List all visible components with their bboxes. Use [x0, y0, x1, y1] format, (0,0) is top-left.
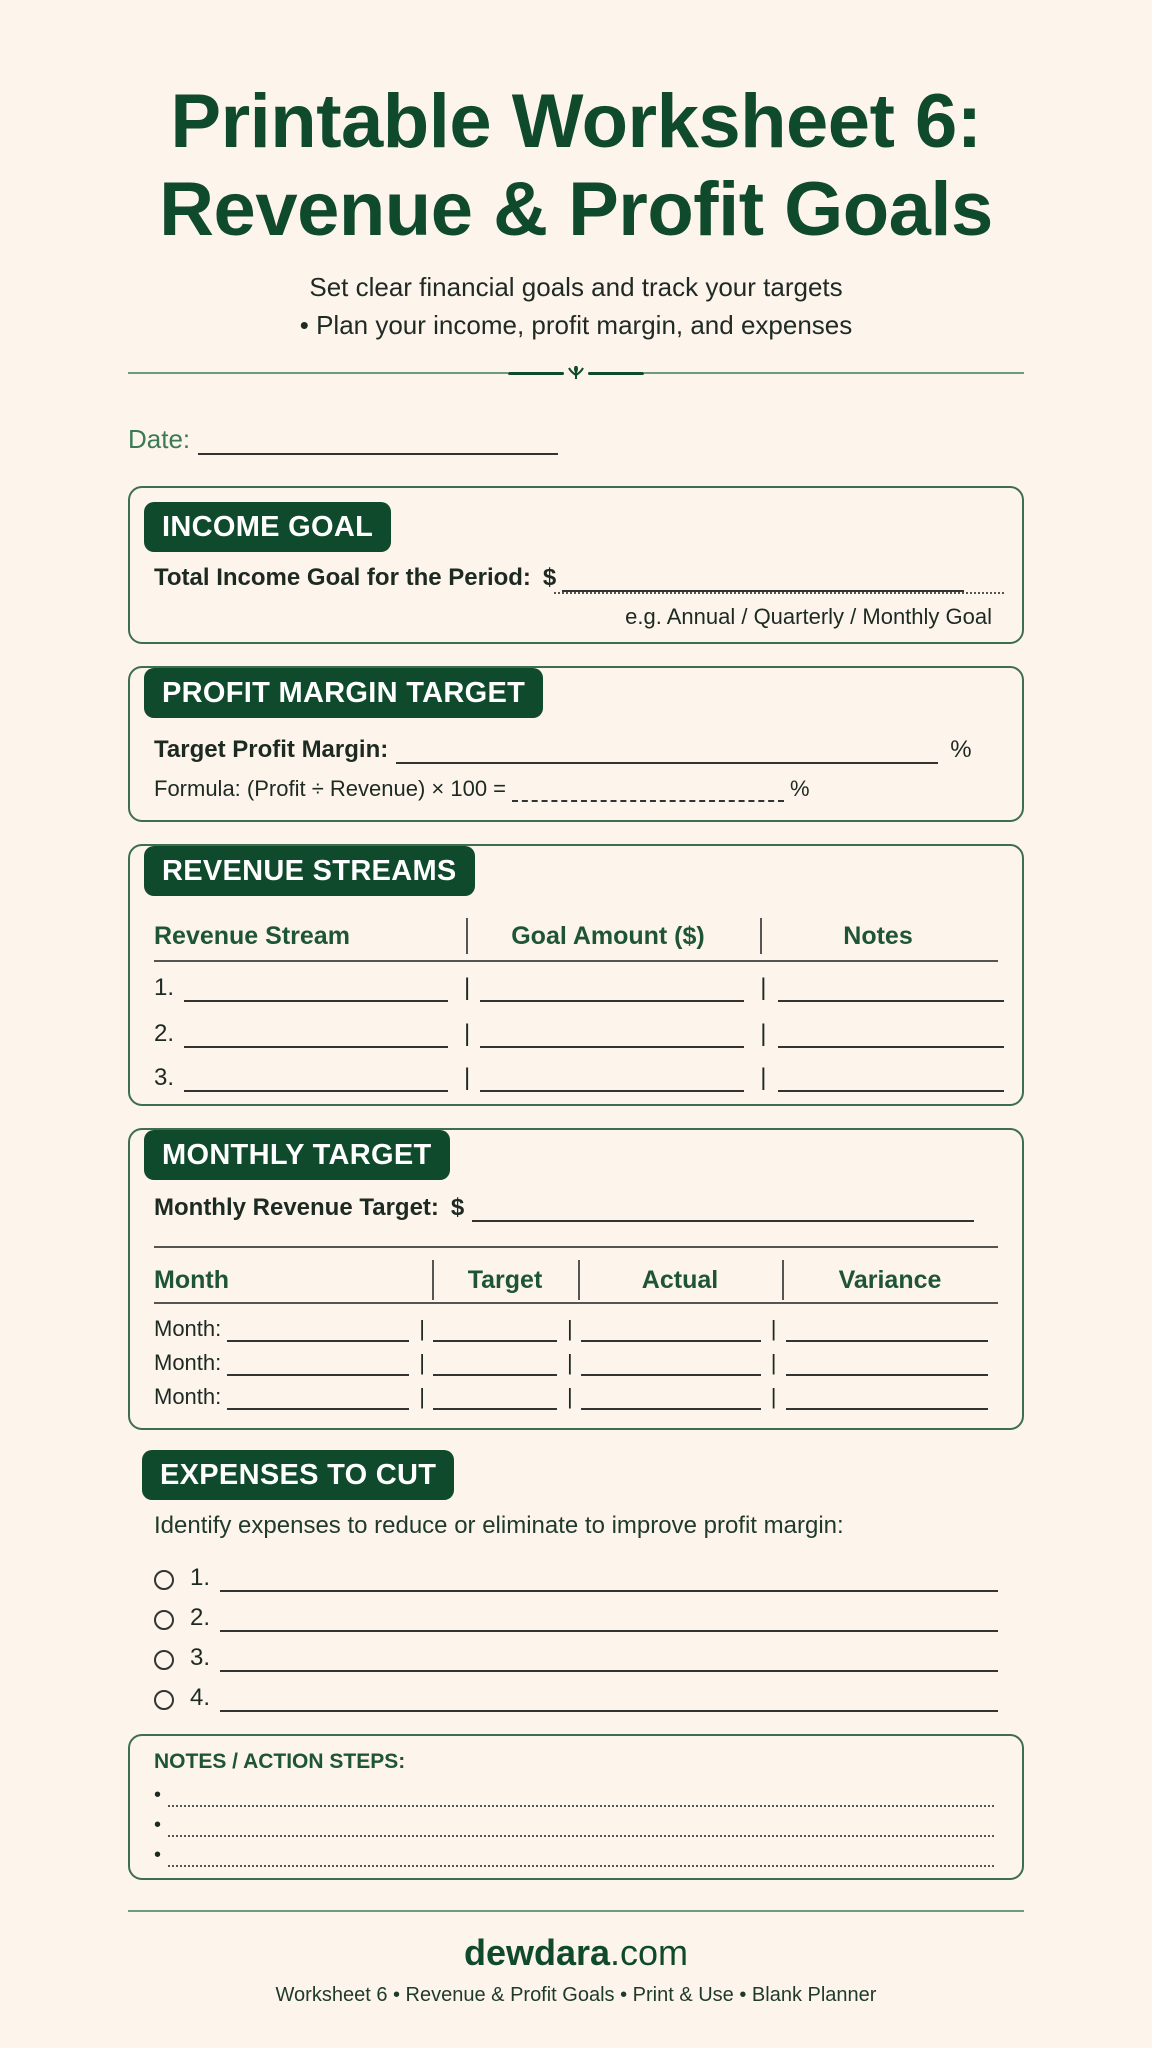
variance-blank[interactable]	[786, 1356, 988, 1376]
notes-blank[interactable]	[168, 1819, 994, 1837]
expense-item	[154, 1644, 998, 1672]
divider-ornament	[508, 370, 644, 376]
footer-divider	[128, 1910, 1024, 1912]
month-label: Month:	[154, 1316, 222, 1341]
notes-title: NOTES / ACTION STEPS:	[154, 1750, 406, 1773]
col-header-revenue-stream: Revenue Stream	[154, 922, 350, 950]
income-goal-row	[154, 564, 964, 592]
income-goal-tag: INCOME GOAL	[144, 502, 391, 552]
profit-margin-blank[interactable]	[396, 744, 938, 764]
revenue-streams-tag: REVENUE STREAMS	[144, 846, 475, 896]
checkbox-circle[interactable]	[154, 1690, 174, 1710]
title-line-2: Revenue & Profit Goals	[159, 167, 993, 252]
expense-blank[interactable]	[220, 1572, 998, 1592]
variance-blank[interactable]	[786, 1390, 988, 1410]
item-number: 1.	[190, 1564, 211, 1591]
item-number: 4.	[190, 1684, 211, 1711]
col-header-target: Target	[467, 1266, 543, 1294]
site-name[interactable]: dewdara.com	[463, 1932, 689, 1973]
monthly-revenue-blank[interactable]	[472, 1202, 974, 1222]
target-blank[interactable]	[433, 1356, 557, 1376]
notes-line: •	[154, 1814, 994, 1837]
monthly-target-box	[128, 1128, 1024, 1430]
date-label: Date:	[128, 424, 191, 454]
expense-item	[154, 1684, 998, 1712]
stream-blank[interactable]	[184, 1028, 448, 1048]
col-header-actual: Actual	[641, 1266, 719, 1294]
revenue-stream-row: 2. | |	[154, 1020, 1004, 1048]
month-row: Month: | | |	[154, 1384, 988, 1410]
item-number: 2.	[190, 1604, 211, 1631]
date-blank[interactable]	[198, 433, 558, 455]
stream-blank[interactable]	[184, 982, 448, 1002]
revenue-streams-box	[128, 844, 1024, 1106]
formula-row	[154, 776, 810, 802]
income-goal-hint: e.g. Annual / Quarterly / Monthly Goal	[625, 604, 992, 629]
notes-line: •	[154, 1844, 994, 1867]
revenue-stream-row: 1. | |	[154, 974, 1004, 1002]
income-goal-box	[128, 486, 1024, 644]
month-blank[interactable]	[227, 1356, 409, 1376]
profit-margin-label: Target Profit Margin:	[154, 736, 389, 763]
row-number: 3.	[154, 1064, 175, 1091]
notes-blank[interactable]	[168, 1789, 994, 1807]
notes-blank[interactable]	[778, 982, 1004, 1002]
percent-sign: %	[950, 736, 972, 763]
goal-amount-blank[interactable]	[480, 1072, 744, 1092]
target-blank[interactable]	[433, 1322, 557, 1342]
income-goal-dotted-rule	[554, 592, 1004, 594]
checkbox-circle[interactable]	[154, 1650, 174, 1670]
page-subtitle	[0, 268, 1152, 344]
title-line-1: Printable Worksheet 6:	[170, 79, 982, 164]
expense-item	[154, 1604, 998, 1632]
income-goal-label: Total Income Goal for the Period:	[154, 564, 531, 591]
monthly-revenue-row	[154, 1194, 974, 1222]
expenses-intro: Identify expenses to reduce or eliminate to improve profit margin:	[154, 1512, 844, 1539]
profit-margin-row	[154, 736, 972, 764]
actual-blank[interactable]	[581, 1390, 761, 1410]
subtitle-line-2: • Plan your income, profit margin, and expenses	[299, 310, 853, 340]
actual-blank[interactable]	[581, 1322, 761, 1342]
page-title	[0, 78, 1152, 254]
stream-blank[interactable]	[184, 1072, 448, 1092]
month-label: Month:	[154, 1350, 222, 1375]
col-header-variance: Variance	[838, 1266, 942, 1294]
formula-blank[interactable]	[512, 782, 784, 802]
notes-blank[interactable]	[778, 1072, 1004, 1092]
profit-margin-tag: PROFIT MARGIN TARGET	[144, 668, 543, 718]
profit-margin-box	[128, 666, 1024, 822]
notes-box	[128, 1734, 1024, 1880]
subtitle-line-1: Set clear financial goals and track your targets	[309, 272, 843, 302]
goal-amount-blank[interactable]	[480, 1028, 744, 1048]
month-blank[interactable]	[227, 1322, 409, 1342]
expense-item	[154, 1564, 998, 1592]
income-goal-blank[interactable]	[562, 572, 964, 592]
notes-blank[interactable]	[778, 1028, 1004, 1048]
footer-caption: Worksheet 6 • Revenue & Profit Goals • Print & Use • Blank Planner	[275, 1984, 877, 2006]
formula-text: Formula: (Profit ÷ Revenue) × 100 =	[154, 776, 507, 801]
header-divider	[128, 372, 1024, 374]
month-label: Month:	[154, 1384, 222, 1409]
expenses-tag: EXPENSES TO CUT	[142, 1450, 454, 1500]
col-header-goal-amount: Goal Amount ($)	[511, 922, 705, 950]
month-row: Month: | | |	[154, 1316, 988, 1342]
month-blank[interactable]	[227, 1390, 409, 1410]
date-field[interactable]	[128, 424, 558, 455]
formula-percent-sign: %	[790, 776, 810, 801]
row-number: 2.	[154, 1020, 175, 1047]
col-header-month: Month	[154, 1266, 229, 1294]
month-row: Month: | | |	[154, 1350, 988, 1376]
expense-blank[interactable]	[220, 1652, 998, 1672]
currency-symbol: $	[542, 564, 557, 591]
goal-amount-blank[interactable]	[480, 982, 744, 1002]
monthly-revenue-label: Monthly Revenue Target:	[154, 1194, 439, 1221]
expense-blank[interactable]	[220, 1692, 998, 1712]
monthly-target-tag: MONTHLY TARGET	[144, 1130, 450, 1180]
target-blank[interactable]	[433, 1390, 557, 1410]
notes-line: •	[154, 1784, 994, 1807]
item-number: 3.	[190, 1644, 211, 1671]
variance-blank[interactable]	[786, 1322, 988, 1342]
notes-blank[interactable]	[168, 1849, 994, 1867]
sprig-icon	[564, 366, 588, 380]
revenue-stream-row: 3. | |	[154, 1064, 1004, 1092]
checkbox-circle[interactable]	[154, 1570, 174, 1590]
actual-blank[interactable]	[581, 1356, 761, 1376]
expense-blank[interactable]	[220, 1612, 998, 1632]
currency-symbol: $	[450, 1194, 465, 1221]
col-header-notes: Notes	[843, 922, 913, 950]
checkbox-circle[interactable]	[154, 1610, 174, 1630]
row-number: 1.	[154, 974, 175, 1001]
